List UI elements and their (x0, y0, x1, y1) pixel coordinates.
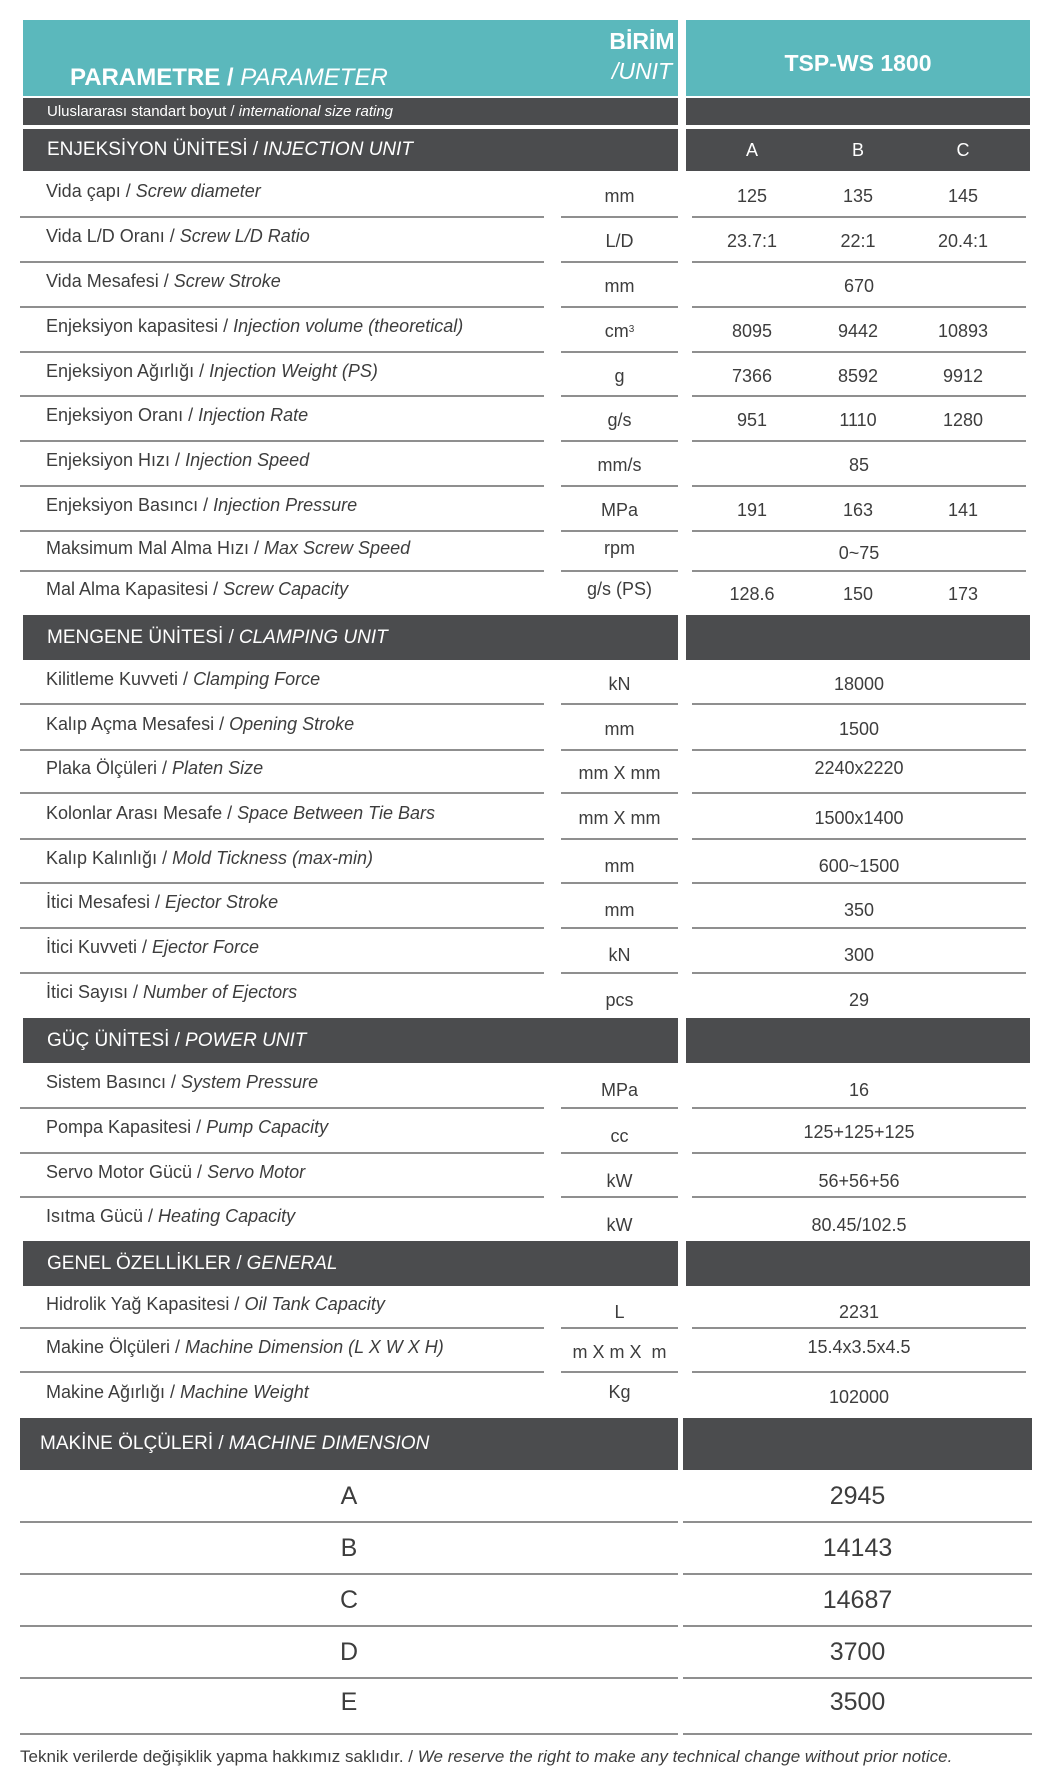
value-a: 23.7:1 (726, 231, 778, 251)
table-row (0, 1153, 1053, 1197)
value-c: 20.4:1 (937, 231, 989, 251)
table-row (0, 217, 1053, 262)
table-row (0, 307, 1053, 352)
table-row (0, 928, 1053, 973)
column-c-label: C (956, 139, 970, 160)
section-header-injection (23, 129, 678, 171)
column-a-label: A (745, 139, 758, 160)
value-shared: 2240x2220 (814, 758, 904, 778)
row-unit (561, 311, 678, 352)
power-title (47, 1018, 306, 1063)
row-label (46, 973, 297, 1012)
row-label-tr: Maksimum Mal Alma Hızı / (46, 537, 260, 558)
general-title-tr: GENEL ÖZELLİKLER / (47, 1252, 242, 1274)
row-unit: MPa (600, 500, 638, 520)
value-c: 10893 (937, 321, 989, 341)
injection-title (47, 129, 413, 171)
row-label-en: Injection Speed (185, 450, 310, 470)
section-header-power (23, 1018, 678, 1063)
row-unit: pcs (605, 990, 634, 1010)
row-label (46, 839, 373, 877)
row-label-en: Space Between Tie Bars (237, 802, 436, 823)
row-label-en: Machine Weight (180, 1381, 309, 1402)
row-unit: rpm (604, 537, 635, 558)
row-label-en: System Pressure (181, 1072, 319, 1092)
row-unit: mm/s (597, 455, 642, 475)
dimension-title-tr: MAKİNE ÖLÇÜLERİ / (40, 1433, 224, 1454)
row-label (46, 531, 410, 565)
value-b: 22:1 (840, 231, 876, 251)
row-unit: mm X mm (578, 763, 661, 783)
value-shared: 300 (843, 945, 875, 965)
dimension-label: E (340, 1687, 358, 1716)
row-label-tr: Pompa Kapasitesi / (46, 1117, 202, 1137)
section-header-clamping-right (686, 615, 1030, 660)
row-label-tr: Hidrolik Yağ Kapasitesi / (46, 1293, 240, 1314)
value-shared: 29 (848, 990, 870, 1010)
row-label-tr: İtici Kuvveti / (46, 937, 148, 957)
row-label-en: Heating Capacity (158, 1205, 296, 1226)
dimension-value: 3500 (829, 1687, 886, 1716)
section-header-general-right (686, 1241, 1030, 1286)
row-label-tr: Makine Ölçüleri / (46, 1336, 181, 1357)
parameter-heading-en: PARAMETER (240, 64, 388, 91)
injection-title-tr: ENJEKSİYON ÜNİTESİ / (47, 139, 259, 160)
row-label-en: Oil Tank Capacity (244, 1293, 385, 1314)
value-c: 173 (947, 583, 979, 604)
row-unit: MPa (600, 1080, 638, 1100)
table-row (0, 1108, 1053, 1153)
table-row (0, 793, 1053, 839)
table-row (0, 839, 1053, 883)
dimension-title (40, 1418, 429, 1470)
header-parameter-cell (23, 20, 678, 96)
row-unit: kN (608, 673, 631, 694)
dimension-value: 14687 (822, 1585, 893, 1614)
general-title (47, 1241, 337, 1286)
table-row (0, 531, 1053, 571)
row-label (46, 928, 259, 967)
row-unit: g/s (PS) (586, 578, 652, 599)
row-unit: cc (610, 1126, 629, 1146)
section-header-general (23, 1241, 678, 1286)
table-row (0, 1372, 1053, 1418)
row-label-tr: Enjeksiyon Ağırlığı / (46, 360, 205, 381)
row-label-en: Screw Capacity (223, 578, 349, 599)
power-title-en: POWER UNIT (185, 1029, 307, 1051)
dimension-label: D (339, 1637, 359, 1666)
value-shared: 1500x1400 (814, 807, 904, 828)
value-shared: 1500 (838, 718, 880, 739)
value-a: 191 (736, 500, 768, 520)
table-row (0, 660, 1053, 704)
table-row (0, 396, 1053, 441)
row-label-en: Platen Size (172, 758, 264, 778)
disclaimer-en: We reserve the right to make any technical change without prior notice. (417, 1747, 953, 1766)
table-row (0, 973, 1053, 1018)
section-header-dimension-right (683, 1418, 1032, 1470)
row-label-en: Screw L/D Ratio (179, 226, 310, 246)
row-label-en: Injection volume (theoretical) (233, 316, 464, 336)
value-c: 9912 (942, 365, 984, 386)
value-b: 8592 (837, 365, 879, 386)
value-shared: 600~1500 (818, 855, 900, 876)
size-rating-label (47, 103, 393, 120)
row-label (46, 1063, 318, 1102)
row-label-en: Ejector Stroke (165, 892, 279, 912)
table-row (0, 704, 1053, 750)
row-label-tr: Enjeksiyon Basıncı / (46, 495, 209, 515)
row-unit: mm (604, 186, 635, 206)
row-label-en: Machine Dimension (L X W X H) (185, 1336, 444, 1357)
row-label (46, 883, 278, 922)
clamping-title-en: CLAMPING UNIT (238, 626, 388, 648)
value-a: 951 (736, 410, 768, 430)
row-label-tr: Enjeksiyon kapasitesi / (46, 316, 229, 336)
row-label-en: Injection Pressure (213, 495, 358, 515)
row-label-tr: Kalıp Açma Mesafesi / (46, 713, 225, 734)
row-label (46, 750, 263, 787)
row-label (46, 396, 308, 435)
section-header-dimension (20, 1418, 678, 1470)
row-label (46, 1153, 305, 1191)
table-row (0, 1328, 1053, 1372)
row-label-en: Number of Ejectors (143, 982, 298, 1002)
value-b: 9442 (837, 321, 879, 341)
unit-heading-tr: BİRİM (609, 28, 675, 54)
value-shared: 102000 (828, 1386, 890, 1407)
row-unit: kW (606, 1170, 633, 1191)
table-row (0, 1063, 1053, 1108)
dimension-label: C (339, 1585, 359, 1614)
unit-heading-en-text: /UNIT (611, 58, 673, 84)
table-row (0, 172, 1053, 217)
dimension-value: 3700 (829, 1637, 886, 1666)
row-unit-exponent: 3 (628, 324, 635, 335)
unit-heading-en (583, 58, 701, 85)
row-label-en: Injection Weight (PS) (209, 360, 378, 381)
row-unit: mm X mm (578, 807, 661, 828)
value-a: 8095 (731, 321, 773, 341)
row-label-en: Max Screw Speed (264, 537, 411, 558)
table-row (0, 262, 1053, 307)
table-row (0, 1197, 1053, 1241)
row-label (46, 793, 435, 833)
row-label (46, 704, 354, 744)
value-b: 135 (842, 186, 874, 206)
model-name: TSP-WS 1800 (784, 50, 932, 76)
row-unit-base: cm (604, 321, 629, 341)
row-label-en: Ejector Force (152, 937, 260, 957)
table-row (0, 571, 1053, 613)
table-row (0, 750, 1053, 793)
row-label-tr: Vida Mesafesi / (46, 271, 169, 291)
divider (20, 1733, 678, 1735)
value-shared: 85 (848, 455, 870, 475)
row-label-en: Mold Tickness (max-min) (172, 847, 373, 868)
row-label-en: Pump Capacity (206, 1117, 329, 1137)
row-label-en: Injection Rate (198, 405, 309, 425)
value-shared: 350 (843, 900, 875, 920)
row-unit: L (614, 1301, 625, 1322)
row-unit: kN (608, 945, 631, 965)
parameter-heading-tr: PARAMETRE / (70, 64, 234, 91)
value-shared: 80.45/102.5 (811, 1214, 907, 1235)
value-shared: 16 (848, 1080, 870, 1100)
table-row (0, 1286, 1053, 1328)
row-label (46, 441, 309, 480)
row-label-tr: Isıtma Gücü / (46, 1205, 154, 1226)
row-unit: mm (604, 718, 635, 739)
value-shared: 56+56+56 (818, 1170, 900, 1191)
row-label-en: Opening Stroke (229, 713, 355, 734)
row-unit: kW (606, 1214, 633, 1235)
row-unit: L/D (605, 231, 634, 251)
row-label (46, 1372, 309, 1412)
row-label (46, 571, 348, 607)
section-header-clamping (23, 615, 678, 660)
value-shared: 15.4x3.5x4.5 (807, 1336, 911, 1357)
row-label-en: Servo Motor (207, 1161, 306, 1182)
row-label (46, 486, 357, 525)
row-label-tr: Servo Motor Gücü / (46, 1161, 203, 1182)
dimension-row (0, 1574, 1053, 1626)
row-unit: mm (604, 900, 635, 920)
injection-columns-header (686, 129, 1030, 171)
row-unit: mm (604, 855, 635, 876)
value-a: 7366 (731, 365, 773, 386)
row-label-tr: Plaka Ölçüleri / (46, 758, 168, 778)
value-b: 1110 (839, 410, 877, 430)
value-a: 125 (736, 186, 768, 206)
row-label (46, 262, 281, 301)
value-shared: 2231 (838, 1301, 880, 1322)
row-label (46, 217, 310, 256)
row-unit: mm (604, 276, 635, 296)
row-label-tr: Kolonlar Arası Mesafe / (46, 802, 233, 823)
column-b-label: B (851, 139, 864, 160)
table-row (0, 441, 1053, 486)
size-rating-tr: Uluslararası standart boyut / (47, 103, 235, 120)
row-unit: Kg (608, 1381, 631, 1402)
size-rating-en: international size rating (238, 103, 394, 120)
value-b: 163 (842, 500, 874, 520)
row-label-tr: Kilitleme Kuvveti / (46, 668, 189, 689)
value-b: 150 (842, 583, 874, 604)
dimension-label: A (340, 1481, 358, 1510)
value-c: 141 (947, 500, 979, 520)
clamping-title-tr: MENGENE ÜNİTESİ / (47, 626, 234, 648)
injection-title-en: INJECTION UNIT (263, 139, 414, 160)
row-label (46, 172, 261, 211)
dimension-value: 2945 (829, 1481, 886, 1510)
value-shared: 125+125+125 (803, 1122, 915, 1142)
row-unit: g (614, 365, 625, 386)
row-label-tr: İtici Sayısı / (46, 982, 139, 1002)
dimension-value: 14143 (822, 1533, 893, 1562)
value-c: 145 (947, 186, 979, 206)
row-label-tr: Sistem Basıncı / (46, 1072, 177, 1092)
general-title-en: GENERAL (246, 1252, 338, 1274)
dimension-label: B (340, 1533, 358, 1562)
dimension-row (0, 1678, 1053, 1734)
row-label (46, 307, 463, 346)
disclaimer-tr: Teknik verilerde değişiklik yapma hakkımız saklıdır. / (20, 1747, 414, 1766)
dimension-row (0, 1522, 1053, 1574)
table-row (0, 883, 1053, 928)
value-a: 128.6 (729, 583, 775, 604)
header-model-cell (686, 20, 1030, 96)
row-label-tr: Makine Ağırlığı / (46, 1381, 176, 1402)
row-label-en: Screw Stroke (173, 271, 281, 291)
size-rating-value-cell (686, 98, 1030, 125)
table-row (0, 352, 1053, 396)
dimension-row (0, 1470, 1053, 1522)
divider (683, 1733, 1032, 1735)
row-label-en: Screw diameter (135, 181, 261, 201)
value-shared: 18000 (833, 673, 885, 694)
dimension-title-en: MACHINE DIMENSION (228, 1433, 430, 1454)
value-c: 1280 (942, 410, 984, 430)
row-label-en: Clamping Force (193, 668, 321, 689)
row-label-tr: Vida çapı / (46, 181, 131, 201)
table-row (0, 486, 1053, 531)
section-header-power-right (686, 1018, 1030, 1063)
row-label-tr: İtici Mesafesi / (46, 892, 161, 912)
value-shared: 670 (843, 276, 875, 296)
row-label (46, 352, 378, 390)
row-label (46, 660, 320, 698)
row-label (46, 1328, 444, 1366)
row-unit: m X m X m (572, 1341, 667, 1362)
row-label (46, 1286, 385, 1322)
row-label (46, 1197, 295, 1235)
row-label-tr: Enjeksiyon Oranı / (46, 405, 194, 425)
value-shared: 0~75 (838, 542, 880, 563)
row-label-tr: Mal Alma Kapasitesi / (46, 578, 219, 599)
row-label-tr: Vida L/D Oranı / (46, 226, 175, 246)
disclaimer-footer (20, 1747, 952, 1767)
dimension-row (0, 1626, 1053, 1678)
parameter-heading (70, 64, 388, 92)
row-label-tr: Kalıp Kalınlığı / (46, 847, 168, 868)
clamping-title (47, 615, 388, 660)
power-title-tr: GÜÇ ÜNİTESİ / (47, 1029, 181, 1051)
row-label-tr: Enjeksiyon Hızı / (46, 450, 181, 470)
size-rating-row (23, 98, 678, 125)
row-label (46, 1108, 328, 1147)
row-unit: g/s (607, 410, 632, 430)
